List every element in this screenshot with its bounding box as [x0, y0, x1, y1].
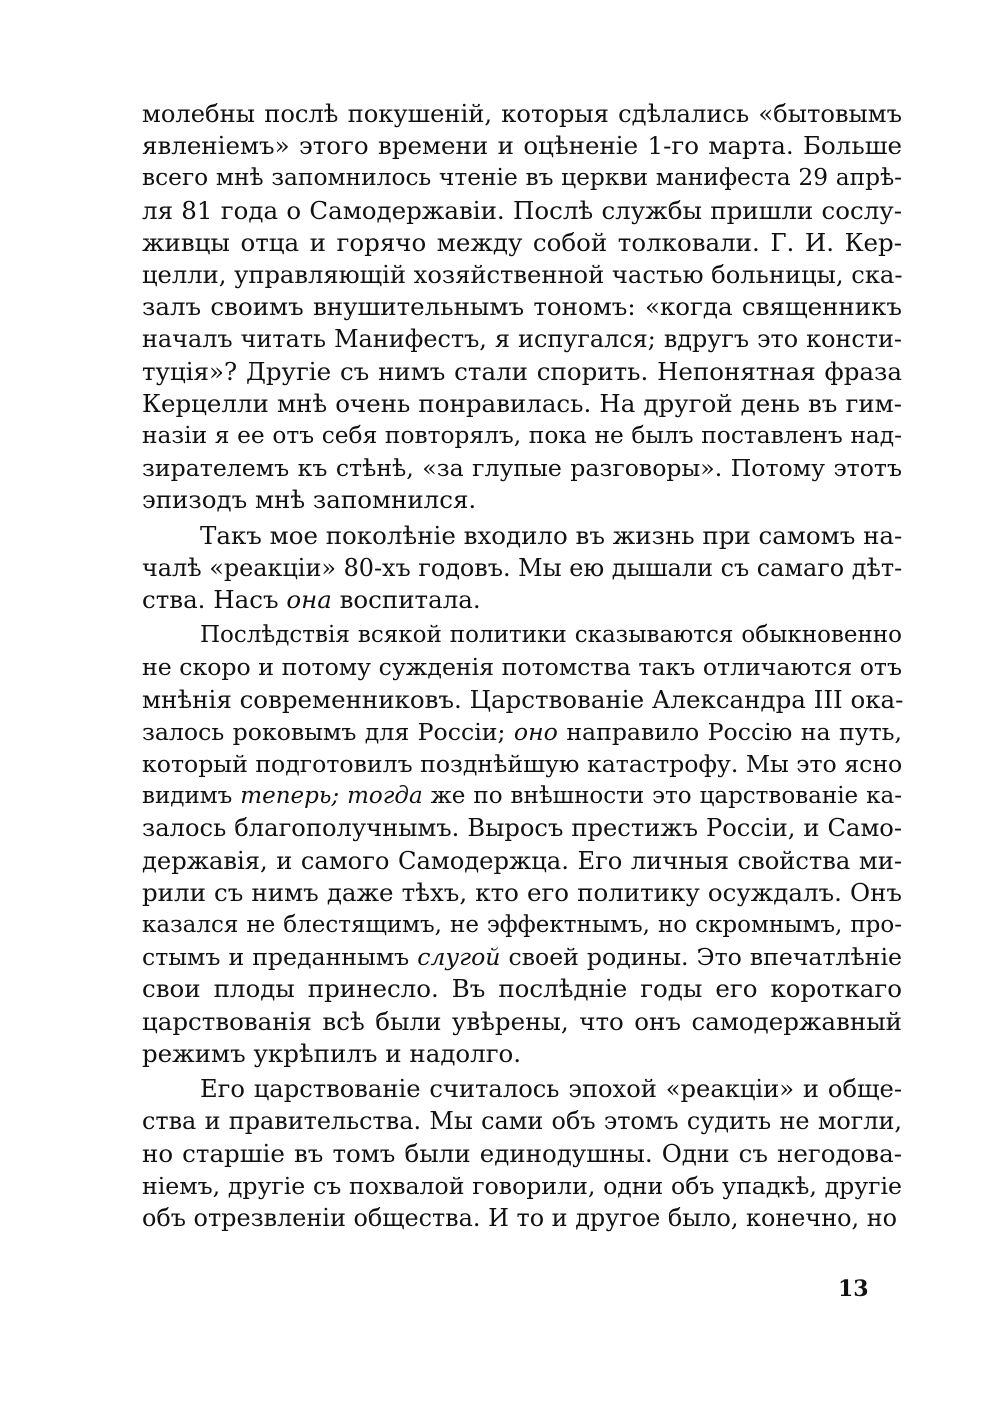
text-line: [142, 716, 902, 748]
page-number: 13: [838, 1276, 869, 1302]
text-line: [142, 98, 902, 130]
text-line: [142, 877, 902, 909]
text-line: [142, 1073, 902, 1105]
text-run: воспитала.: [331, 585, 481, 615]
text-run: объ отрезвленіи общества. И то и другое было, конечно, но: [142, 1203, 898, 1232]
text-run: казался не блестящимъ, не эффектнымъ, но скромнымъ, про-: [142, 912, 902, 939]
text-run: залось благополучнымъ. Выросъ престижъ Россіи, и Само-: [142, 814, 902, 843]
text-run: всего мнѣ запомнилось чтеніе въ церкви манифеста 29 апрѣ-: [142, 164, 902, 192]
text-run: державія, и самого Самодержца. Его личныя свойства ми-: [142, 846, 902, 875]
text-line: [142, 356, 902, 388]
text-run: стымъ и преданнымъ: [142, 943, 418, 972]
text-run: ства и правительства. Мы сами объ этомъ судить не могли,: [142, 1107, 902, 1136]
text-run: залось роковымъ для Россіи;: [142, 717, 514, 746]
text-run: Его царствованіе считалось эпохой «реакціи» и обще-: [200, 1075, 902, 1104]
text-run: Послѣдствія всякой политики сказываются обыкновенно: [200, 622, 902, 649]
text-run: чалѣ «реакціи» 80-хъ годовъ. Мы ею дышали съ самаго дѣт-: [142, 553, 903, 582]
text-run: видимъ: [142, 783, 241, 810]
text-line: [142, 291, 902, 323]
text-run: царствованія всѣ были увѣрены, что онъ самодержавный: [142, 1006, 902, 1036]
text-line: [142, 684, 902, 716]
text-run: живцы отца и горячо между собой толковали. Г. И. Кер-: [142, 227, 902, 257]
text-line: [142, 1202, 902, 1234]
text-line: [142, 259, 902, 291]
text-run: не скоро и потому сужденія потомства такъ отличаются отъ: [142, 653, 902, 682]
text-line: [142, 452, 902, 484]
text-run: туція»? Другіе съ нимъ стали спорить. Непонятная фраза: [142, 356, 902, 386]
text-line: [142, 748, 902, 780]
text-line: [142, 130, 902, 162]
text-run: свои плоды принесло. Въ послѣдніе годы его короткаго: [142, 974, 902, 1004]
text-line: [142, 812, 902, 844]
text-line: [142, 941, 902, 973]
text-run: залъ своимъ внушительнымъ тономъ: «когда священникъ: [142, 292, 902, 322]
text-line: [142, 909, 902, 941]
text-run: ства. Насъ: [142, 585, 287, 615]
text-line: [142, 195, 902, 227]
text-line: [142, 162, 902, 194]
text-run: мнѣнія современниковъ. Царствованіе Александра III ока-: [142, 684, 904, 714]
text-line: [142, 484, 902, 516]
text-run: Керцелли мнѣ очень понравилась. На другой день въ гим-: [142, 388, 902, 418]
paragraph: [142, 619, 902, 1070]
text-line: [142, 1138, 902, 1170]
paragraph: [142, 98, 902, 517]
text-run: же по внѣшности это царствованіе ка-: [422, 783, 902, 810]
text-run: рили съ нимъ даже тѣхъ, кто его политику осуждалъ. Онъ: [142, 877, 902, 907]
text-line: [142, 619, 902, 651]
text-line: [142, 845, 902, 877]
text-line: [142, 1006, 902, 1038]
text-line: [142, 227, 902, 259]
text-run: ля 81 года о Самодержавіи. Послѣ службы пришли сослу-: [142, 195, 902, 225]
text-line: [142, 780, 902, 812]
text-line: [142, 1170, 902, 1202]
text-line: [142, 420, 902, 452]
paragraph: [142, 1073, 902, 1234]
text-line: [142, 1105, 902, 1137]
italic-text: оно: [513, 717, 558, 746]
text-run: но старшіе въ томъ были единодушны. Одни съ негодова-: [142, 1138, 902, 1168]
text-line: [142, 323, 902, 355]
text-line: [142, 584, 902, 616]
text-line: [142, 520, 902, 552]
text-run: целли, управляющій хозяйственной частью больницы, ска-: [142, 261, 903, 290]
text-line: [142, 1038, 902, 1070]
text-run: режимъ укрѣпилъ и надолго.: [142, 1038, 522, 1068]
text-run: явленіемъ» этого времени и оцѣненіе 1-го марта. Больше: [142, 131, 902, 161]
text-run: своей родины. Это впечатлѣніе: [500, 943, 903, 972]
text-line: [142, 651, 902, 683]
italic-text: она: [286, 585, 332, 615]
text-run: эпизодъ мнѣ запомнился.: [142, 485, 477, 515]
text-run: ніемъ, другіе съ похвалой говорили, одни объ упадкѣ, другіе: [142, 1171, 902, 1200]
italic-text: теперь; тогда: [240, 783, 423, 810]
text-line: [142, 388, 902, 420]
text-run: направило Россію на путь,: [557, 717, 903, 746]
paragraph: [142, 520, 902, 617]
text-line: [142, 552, 902, 584]
text-run: началъ читать Манифестъ, я испугался; вдругъ это консти-: [142, 325, 902, 354]
text-run: назіи я ее отъ себя повторялъ, пока не былъ поставленъ над-: [142, 422, 902, 450]
page-text: [142, 98, 902, 1234]
text-run: молебны послѣ покушеній, которыя сдѣлались «бытовымъ: [142, 100, 902, 128]
text-run: зирателемъ къ стѣнѣ, «за глупые разговоры». Потому этотъ: [142, 454, 902, 483]
text-line: [142, 973, 902, 1005]
text-run: который подготовилъ позднѣйшую катастрофу. Мы это ясно: [142, 750, 903, 779]
text-run: Такъ мое поколѣніе входило въ жизнь при самомъ на-: [200, 520, 903, 550]
italic-text: слугой: [417, 943, 501, 972]
